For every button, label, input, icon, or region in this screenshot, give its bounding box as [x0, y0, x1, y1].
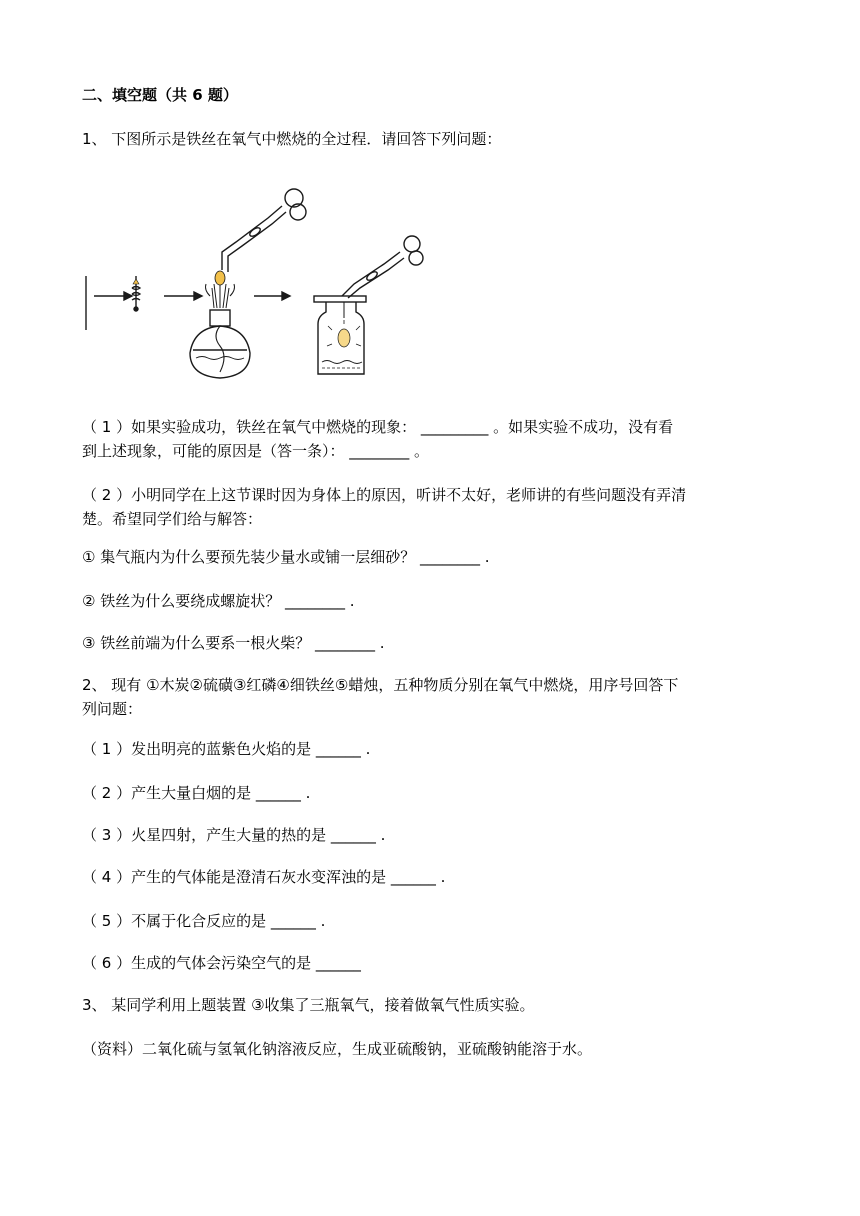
q1-part1-line2: 到上述现象，可能的原因是（答一条）： ________ 。 — [82, 442, 430, 460]
q1-sub2: ② 铁丝为什么要绕成螺旋状？ ________ . — [82, 592, 355, 610]
q1-sub1: ① 集气瓶内为什么要预先装少量水或铺一层细砂？ ________ . — [82, 548, 490, 566]
q1-sub3: ③ 铁丝前端为什么要系一根火柴？ ________ . — [82, 634, 385, 652]
q2-stem-line2: 列问题： — [82, 700, 143, 718]
crucible-tongs-icon — [222, 189, 306, 272]
q2-stem-line1: 2、 现有 ①木炭②硫磺③红磷④细铁丝⑤蜡烛，五种物质分别在氧气中燃烧，用序号回答下 — [82, 676, 679, 694]
q2-item-5: （ 5 ）不属于化合反应的是 ______ . — [82, 912, 326, 930]
arrow-3-head — [282, 292, 290, 300]
q2-item-4: （ 4 ）产生的气体能是澄清石灰水变浑浊的是 ______ . — [82, 868, 446, 886]
arrow-1-head — [124, 292, 132, 300]
q1-stem: 1、 下图所示是铁丝在氧气中燃烧的全过程．请回答下列问题： — [82, 130, 502, 148]
arrow-2-head — [194, 292, 202, 300]
q1-part2-line1: （ 2 ）小明同学在上这节课时因为身体上的原因，听讲不太好，老师讲的有些问题没有弄清 — [82, 486, 687, 504]
q2-item-6: （ 6 ）生成的气体会污染空气的是 ______ — [82, 954, 361, 972]
q3-note: （资料）二氧化硫与氢氧化钠溶液反应，生成亚硫酸钠，亚硫酸钠能溶于水。 — [82, 1040, 593, 1058]
q2-item-1: （ 1 ）发出明亮的蓝紫色火焰的是 ______ . — [82, 740, 371, 758]
q1-part1-line1: （ 1 ）如果实验成功，铁丝在氧气中燃烧的现象： _________ 。如果实验不成功，没有看 — [82, 418, 674, 436]
alcohol-lamp-icon — [190, 271, 250, 378]
q1-part2-line2: 楚。希望同学们给与解答： — [82, 510, 263, 528]
q3-stem: 3、 某同学利用上题装置 ③收集了三瓶氧气，接着做氧气性质实验。 — [82, 996, 535, 1014]
q2-item-3: （ 3 ）火星四射，产生大量的热的是 ______ . — [82, 826, 386, 844]
crucible-tongs-icon-2 — [342, 236, 423, 298]
q2-item-2: （ 2 ）产生大量白烟的是 ______ . — [82, 784, 311, 802]
section-title: 二、填空题（共 6 题） — [82, 86, 238, 104]
gas-bottle-icon — [314, 296, 366, 374]
experiment-diagram — [82, 178, 462, 388]
experiment-figure — [82, 178, 462, 388]
wire-coil-icon — [132, 276, 140, 311]
